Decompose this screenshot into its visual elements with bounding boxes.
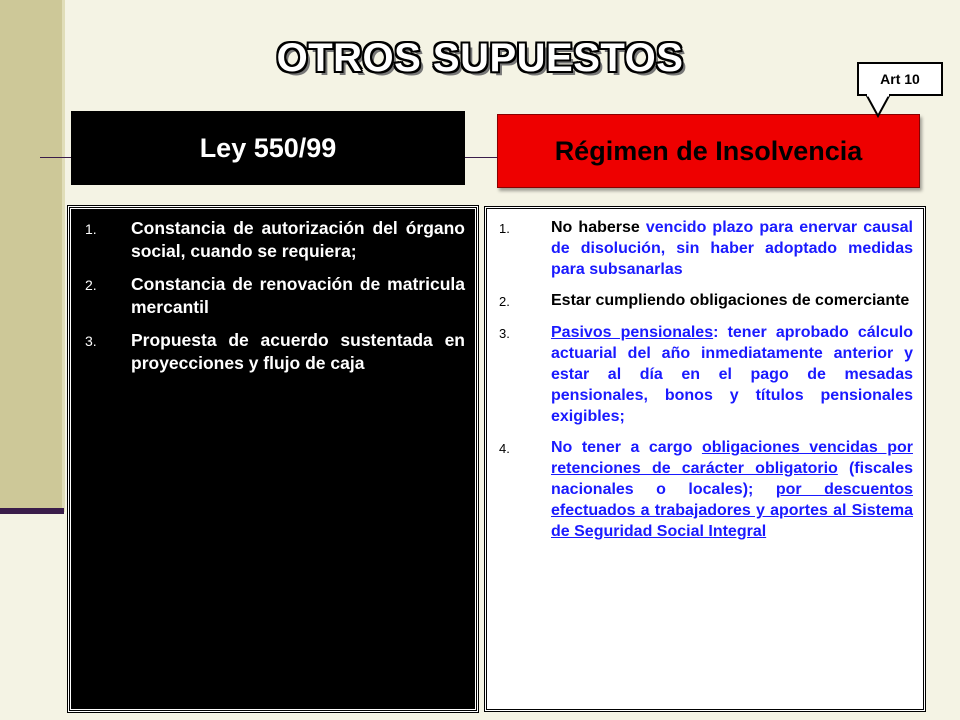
item-number: 4. bbox=[499, 441, 510, 456]
left-band-line bbox=[0, 508, 64, 514]
item-text-part: No tener a cargo bbox=[551, 439, 702, 456]
connector-line-left bbox=[40, 157, 72, 158]
list-item bbox=[499, 217, 913, 280]
item-text-part: (fiscales nacionales o locales); bbox=[551, 460, 914, 498]
item-number: 3. bbox=[85, 333, 97, 349]
item-text: Constancia de renovación de matricula mercantil bbox=[131, 274, 465, 317]
ley-header bbox=[71, 111, 465, 185]
list-item bbox=[85, 273, 465, 319]
list-item bbox=[499, 437, 913, 542]
regimen-header-label: Régimen de Insolvencia bbox=[554, 135, 863, 166]
left-band-edge bbox=[62, 0, 65, 512]
regimen-requirements-list bbox=[487, 209, 923, 542]
item-text-underlined: obligaciones vencidas por retenciones de carácter obligatorio bbox=[551, 439, 913, 477]
item-text-highlight: vencido plazo para enervar causal de disolución, sin haber adoptado medidas para subsanarlas bbox=[551, 219, 913, 278]
regimen-requirements-panel bbox=[484, 206, 926, 712]
item-number: 1. bbox=[85, 221, 97, 237]
item-number: 2. bbox=[85, 277, 97, 293]
list-item bbox=[499, 290, 913, 312]
item-number: 3. bbox=[499, 326, 510, 341]
item-text bbox=[551, 437, 913, 542]
left-decorative-band bbox=[0, 0, 64, 512]
art-callout bbox=[857, 62, 943, 96]
item-number: 2. bbox=[499, 294, 510, 309]
item-text bbox=[551, 217, 913, 280]
ley-requirements-list bbox=[71, 209, 475, 375]
item-text: Propuesta de acuerdo sustentada en proyecciones y flujo de caja bbox=[131, 330, 465, 373]
item-text-underlined: Pasivos pensionales bbox=[551, 324, 714, 341]
item-text-part: : tener aprobado cálculo actuarial del año inmediatamente anterior y estar al día en el pago de mesadas pensionales, bonos y títulos pensionales exigibles; bbox=[551, 324, 914, 425]
item-text: Estar cumpliendo obligaciones de comerciante bbox=[551, 292, 910, 309]
item-text-part: No haberse bbox=[551, 219, 646, 236]
list-item bbox=[499, 322, 913, 427]
art-callout-label: Art 10 bbox=[880, 71, 920, 87]
list-item bbox=[85, 217, 465, 263]
item-number: 1. bbox=[499, 221, 510, 236]
callout-pointer-icon bbox=[866, 94, 896, 118]
list-item bbox=[85, 329, 465, 375]
connector-line-middle bbox=[465, 157, 498, 158]
regimen-header bbox=[497, 114, 920, 188]
item-text-underlined: por descuentos efectuados a trabajadores y aportes al Sistema de Seguridad Social Integral bbox=[551, 481, 913, 540]
item-text bbox=[551, 322, 913, 427]
page-title: OTROS SUPUESTOS bbox=[276, 36, 684, 80]
ley-requirements-panel bbox=[68, 206, 478, 712]
ley-header-label: Ley 550/99 bbox=[199, 132, 337, 163]
item-text: Constancia de autorización del órgano social, cuando se requiera; bbox=[131, 218, 465, 261]
